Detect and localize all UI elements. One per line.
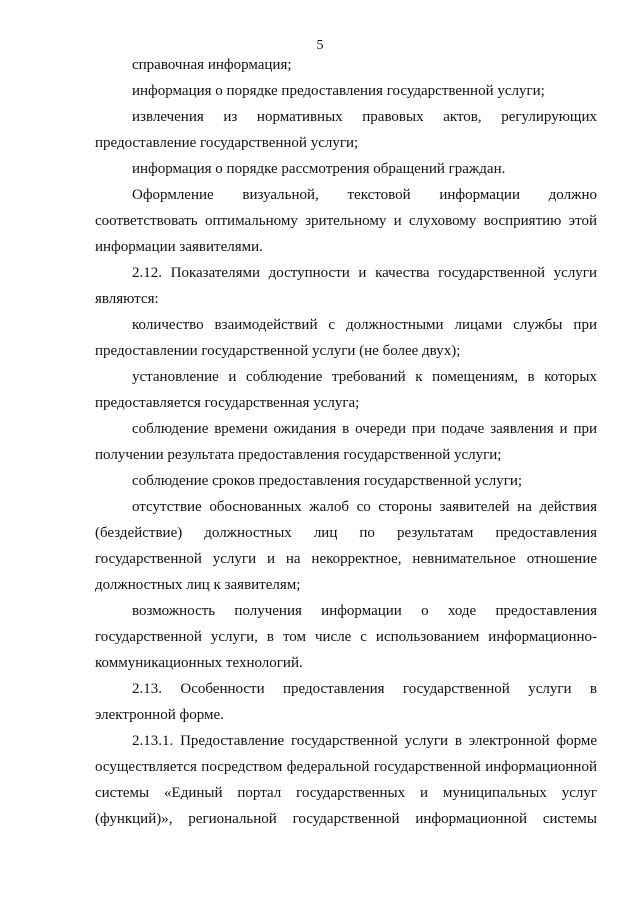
- paragraph-reference-info: справочная информация;: [132, 57, 292, 73]
- paragraph-interactions-count: количество взаимодействий с должностными лицами службы при предоставлении государственной услуги (не более двух);: [95, 317, 597, 359]
- paragraph-waiting-time: соблюдение времени ожидания в очереди при подаче заявления и при получении результата предоставления государственной услуги;: [95, 421, 597, 463]
- paragraph-premises-requirements: установление и соблюдение требований к помещениям, в которых предоставляется государственная услуга;: [95, 369, 597, 411]
- paragraph-section-2-13-1: 2.13.1. Предоставление государственной услуги в электронной форме осуществляется посредством федеральной государственной информационной системы «Единый портал государственных и муниципальных услуг (функций)», региональной государственной информационной системы: [95, 733, 597, 827]
- page-number: 5: [316, 38, 324, 53]
- paragraph-appeals-procedure: информация о порядке рассмотрения обращений граждан.: [132, 161, 506, 177]
- document-body: [95, 52, 597, 832]
- paragraph-section-2-12: 2.12. Показателями доступности и качества государственной услуги являются:: [95, 265, 597, 307]
- paragraph-service-procedure-info: информация о порядке предоставления государственной услуги;: [132, 83, 545, 99]
- paragraph-visual-text-design: Оформление визуальной, текстовой информации должно соответствовать оптимальному зрительному и слуховому восприятию этой информации заявителями.: [95, 187, 597, 255]
- paragraph-legal-extracts: извлечения из нормативных правовых актов, регулирующих предоставление государственной услуги;: [95, 109, 597, 151]
- paragraph-section-2-13: 2.13. Особенности предоставления государственной услуги в электронной форме.: [95, 681, 597, 723]
- paragraph-service-deadlines: соблюдение сроков предоставления государственной услуги;: [132, 473, 523, 489]
- paragraph-ict-information: возможность получения информации о ходе предоставления государственной услуги, в том числе с использованием информационно-коммуникационных технологий.: [95, 603, 597, 671]
- paragraph-no-complaints: отсутствие обоснованных жалоб со стороны заявителей на действия (бездействие) должностных лиц по результатам предоставления государственной услуги и на некорректное, невнимательное отношение должностных лиц к заявителям;: [95, 499, 597, 593]
